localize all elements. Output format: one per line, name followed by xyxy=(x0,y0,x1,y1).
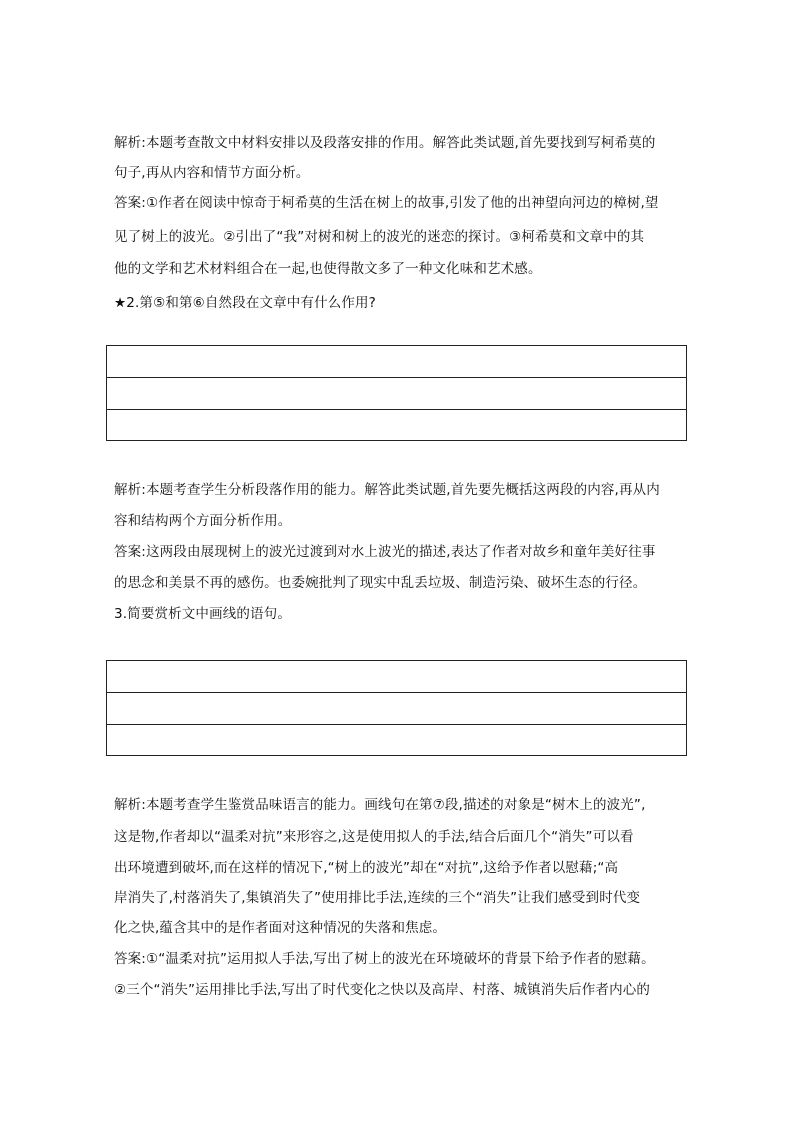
q2-answer-line-2: 的思念和美景不再的感伤。也委婉批判了现实中乱丢垃圾、制造污染、破坏生态的行径。 xyxy=(114,575,647,591)
q3-answer-box[interactable] xyxy=(106,660,687,756)
q1-answer-line-3: 他的文学和艺术材料组合在一起,也使得散文多了一种文化味和艺术感。 xyxy=(114,261,542,277)
q2-answer-line-1: 答案:这两段由展现树上的波光过渡到对水上波光的描述,表达了作者对故乡和童年美好往事 xyxy=(114,544,656,560)
q3-answer-line-1: 答案:①“温柔对抗”运用拟人手法,写出了树上的波光在环境破坏的背景下给予作者的慰藉。 xyxy=(114,951,655,967)
answer-line[interactable] xyxy=(107,410,686,442)
q1-analysis-line-1: 解析:本题考查散文中材料安排以及段落安排的作用。解答此类试题,首先要找到写柯希莫的 xyxy=(114,135,656,151)
q2-analysis-line-1: 解析:本题考查学生分析段落作用的能力。解答此类试题,首先要先概括这两段的内容,再从内 xyxy=(114,482,660,498)
q3-analysis-line-4: 岸消失了,村落消失了,集镇消失了”使用排比手法,连续的三个“消失”让我们感受到时代变 xyxy=(114,890,641,906)
answer-line[interactable] xyxy=(107,661,686,693)
answer-line[interactable] xyxy=(107,378,686,410)
answer-line[interactable] xyxy=(107,725,686,757)
q3-analysis-line-2: 这是物,作者却以“温柔对抗”来形容之,这是使用拟人的手法,结合后面几个“消失”可以看 xyxy=(114,829,634,845)
q1-answer-line-1: 答案:①作者在阅读中惊奇于柯希莫的生活在树上的故事,引发了他的出神望向河边的樟树,望 xyxy=(114,195,659,211)
q1-analysis-line-2: 句子,再从内容和情节方面分析。 xyxy=(114,165,310,181)
answer-line[interactable] xyxy=(107,693,686,725)
q2-answer-box[interactable] xyxy=(106,345,687,441)
q3-analysis-line-5: 化之快,蕴含其中的是作者面对这种情况的失落和焦虑。 xyxy=(114,920,447,936)
q3-analysis-line-1: 解析:本题考查学生鉴赏品味语言的能力。画线句在第⑦段,描述的对象是“树木上的波光”, xyxy=(114,797,646,813)
answer-line[interactable] xyxy=(107,346,686,378)
q3-analysis-line-3: 出环境遭到破坏,而在这样的情况下,“树上的波光”却在“对抗”,这给予作者以慰藉;“高 xyxy=(114,860,619,876)
q2-analysis-line-2: 容和结构两个方面分析作用。 xyxy=(114,513,292,529)
q2-question: ★2.第⑤和第⑥自然段在文章中有什么作用? xyxy=(114,295,377,311)
q1-answer-line-2: 见了树上的波光。②引出了“我”对树和树上的波光的迷恋的探讨。③柯希莫和文章中的其 xyxy=(114,229,645,245)
q3-answer-line-2: ②三个“消失”运用排比手法,写出了时代变化之快以及高岸、村落、城镇消失后作者内心的 xyxy=(114,982,651,998)
q3-question: 3.简要赏析文中画线的语句。 xyxy=(114,606,291,622)
